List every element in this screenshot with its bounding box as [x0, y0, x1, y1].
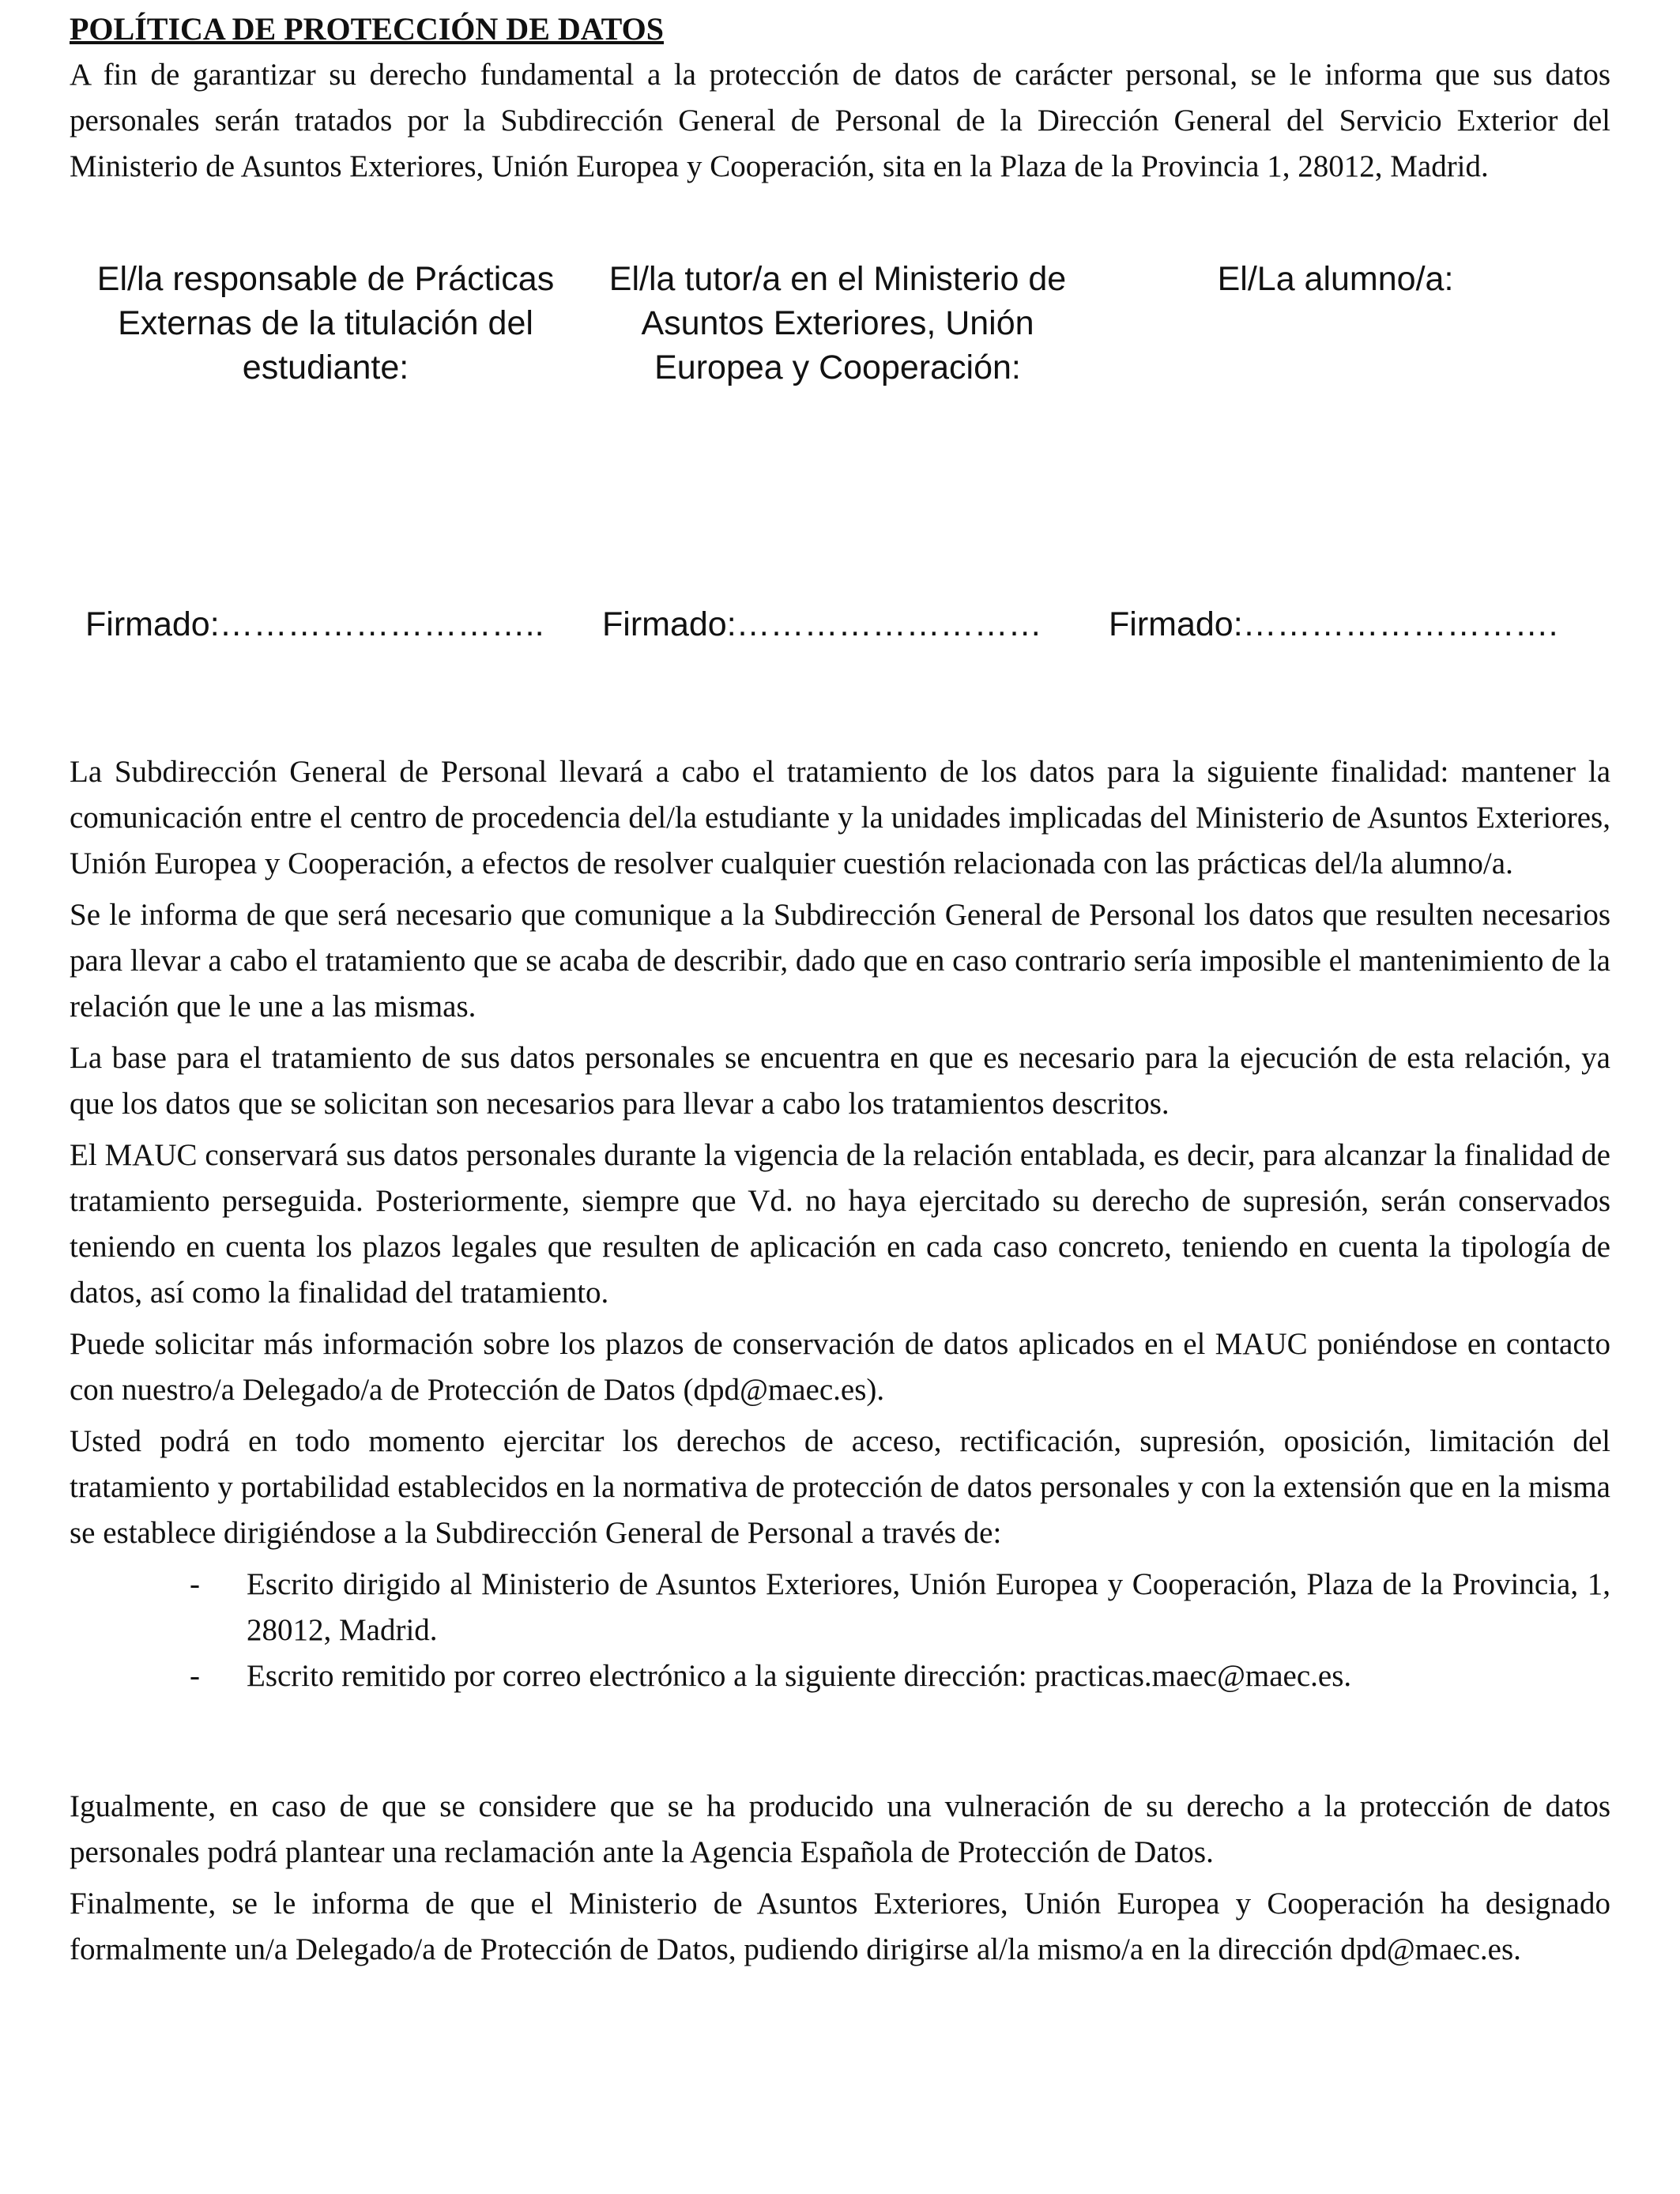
contact-channels-list [70, 1562, 1610, 1699]
body-paragraph: Se le informa de que será necesario que comunique a la Subdirección General de Personal los datos que resulten necesarios para llevar a cabo el tratamiento que se acaba de describir, dado que en caso contrario sería imposible el mantenimiento de la relación que le une a las mismas. [70, 898, 1610, 1023]
signature-heading-tutor [585, 257, 1090, 390]
body-paragraph: La Subdirección General de Personal llevará a cabo el tratamiento de los datos para la siguiente finalidad: mantener la comunicación entre el centro de procedencia del/la estudiante y la unidades implicadas del Ministerio de Asuntos Exteriores, Unión Europea y Cooperación, a efectos de resolver cualquier cuestión relacionada con las prácticas del/la alumno/a. [70, 755, 1610, 880]
heading-line: El/la responsable de Prácticas [96, 260, 555, 298]
heading-line: Europea y Cooperación: [654, 349, 1021, 386]
signature-heading-alumno [1154, 257, 1517, 301]
heading-line: Externas de la titulación del [118, 304, 533, 342]
bullet-dash: - [190, 1659, 200, 1693]
heading-line: estudiante: [242, 349, 409, 386]
list-item [70, 1562, 1610, 1653]
body-paragraph: La base para el tratamiento de sus datos personales se encuentra en que es necesario para la ejecución de esta relación, ya que los datos que se solicitan son necesarios para llevar a cabo los tratamientos descritos. [70, 1041, 1610, 1121]
document-title: POLÍTICA DE PROTECCIÓN DE DATOS [70, 11, 664, 47]
intro-section [70, 52, 1610, 195]
heading-line: El/La alumno/a: [1217, 260, 1454, 298]
closing-paragraph: Finalmente, se le informa de que el Ministerio de Asuntos Exteriores, Unión Europea y Cooperación ha designado formalmente un/a Delegado/a de Protección de Datos, pudiendo dirigirse al/la mismo/a en la dirección dpd@maec.es. [70, 1887, 1610, 1966]
signature-line-tutor: Firmado:……………………… [602, 605, 1042, 643]
body-paragraph: Puede solicitar más información sobre los plazos de conservación de datos aplicados en el MAUC poniéndose en contacto con nuestro/a Delegado/a de Protección de Datos (dpd@maec.es). [70, 1327, 1610, 1407]
signature-heading-practicas [89, 257, 563, 390]
closing-paragraph: Igualmente, en caso de que se considere que se ha producido una vulneración de su derecho a la protección de datos personales podrá plantear una reclamación ante la Agencia Española de Protección de Datos. [70, 1789, 1610, 1869]
heading-line: Asuntos Exteriores, Unión [641, 304, 1034, 342]
list-item-text: Escrito remitido por correo electrónico a la siguiente dirección: practicas.maec@maec.es. [247, 1659, 1352, 1693]
intro-paragraph: A fin de garantizar su derecho fundamental a la protección de datos de carácter personal, se le informa que sus datos personales serán tratados por la Subdirección General de Personal de la Dirección General del Servicio Exterior del Ministerio de Asuntos Exteriores, Unión Europea y Cooperación, sita en la Plaza de la Provincia 1, 28012, Madrid. [70, 58, 1610, 183]
signature-line-practicas: Firmado:……………………….. [85, 605, 544, 643]
list-item [70, 1653, 1610, 1699]
bullet-dash: - [190, 1567, 200, 1601]
signature-line-alumno: Firmado:………………………. [1109, 605, 1558, 643]
body-paragraph: Usted podrá en todo momento ejercitar los derechos de acceso, rectificación, supresión, oposición, limitación del tratamiento y portabilidad establecidos en la normativa de protección de datos personales y con la extensión que en la misma se establece dirigiéndose a la Subdirección General de Personal a través de: [70, 1424, 1610, 1550]
body-section [70, 749, 1610, 1705]
closing-section [70, 1784, 1610, 1978]
body-paragraph: El MAUC conservará sus datos personales durante la vigencia de la relación entablada, es decir, para alcanzar la finalidad de tratamiento perseguida. Posteriormente, siempre que Vd. no haya ejercitado su derecho de supresión, serán conservados teniendo en cuenta los plazos legales que resulten de aplicación en cada caso concreto, teniendo en cuenta la tipología de datos, así como la finalidad del tratamiento. [70, 1138, 1610, 1310]
heading-line: El/la tutor/a en el Ministerio de [608, 260, 1067, 298]
list-item-text: Escrito dirigido al Ministerio de Asuntos Exteriores, Unión Europea y Cooperación, Plaza de la Provincia, 1, 28012, Madrid. [247, 1567, 1610, 1647]
